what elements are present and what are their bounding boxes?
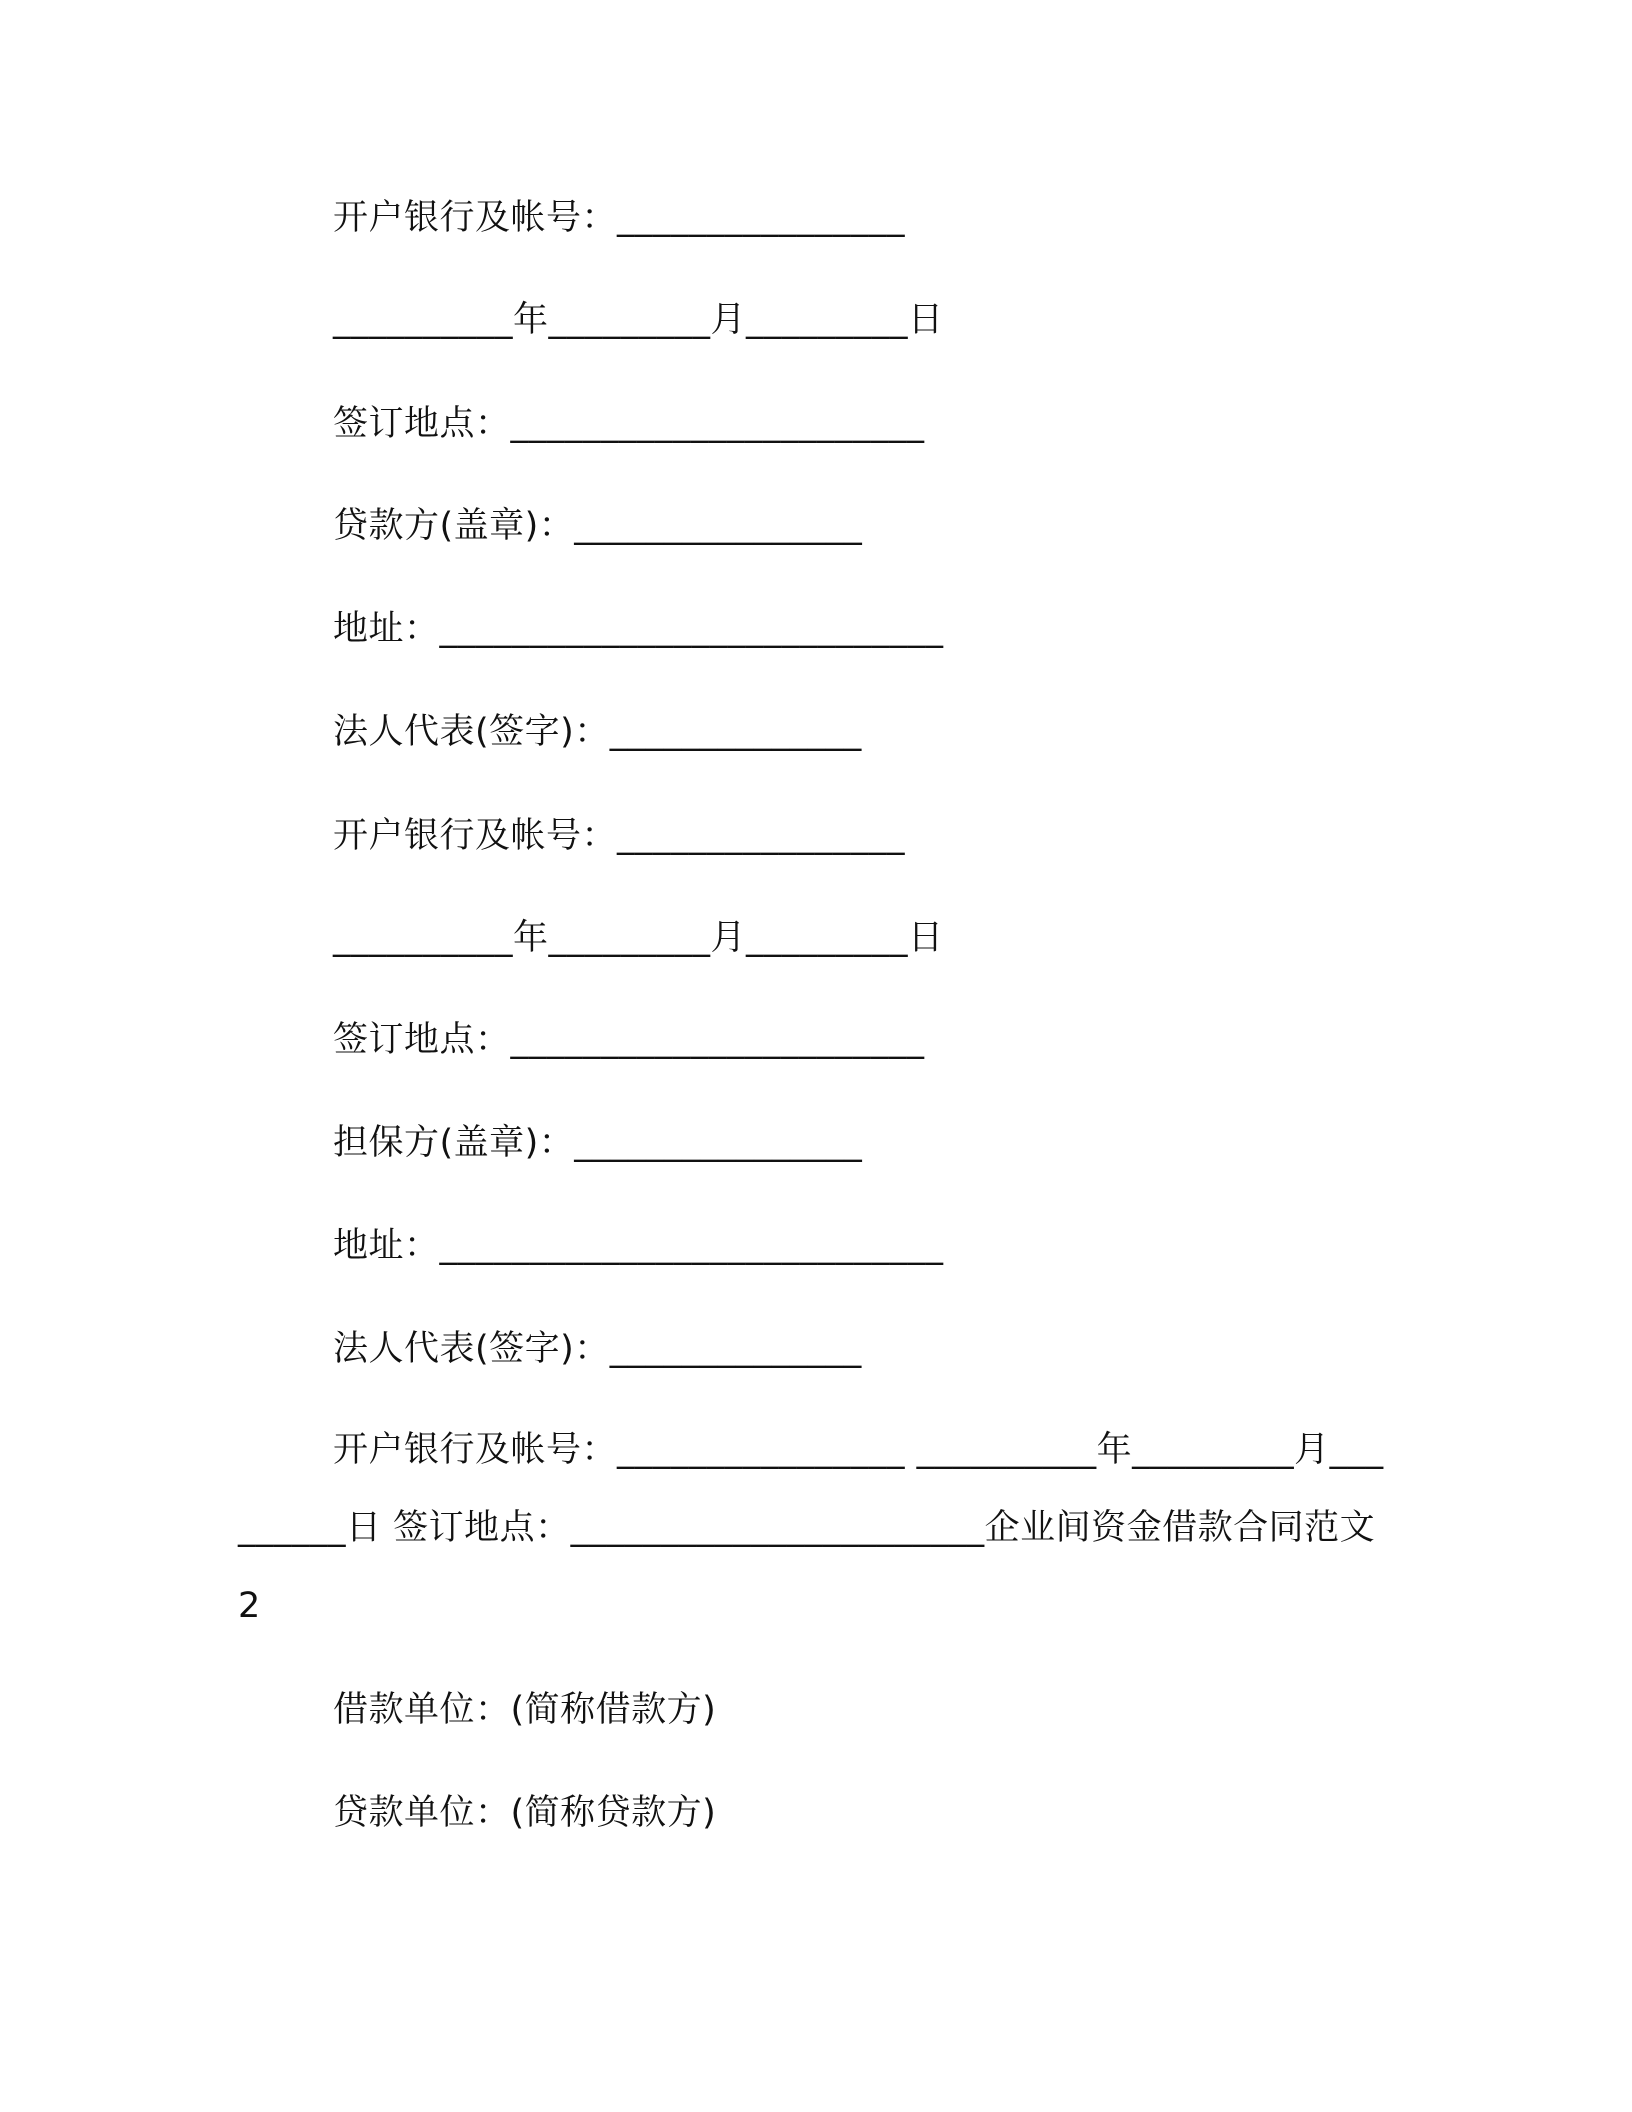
legal-rep-line-2: 法人代表(签字)：______________ [333,1329,862,1369]
lender-seal-line: 贷款方(盖章)：________________ [333,506,863,546]
date-line-2: __________年_________月_________日 [333,918,944,958]
bank-account-line-2: 开户银行及帐号：________________ [333,816,906,856]
bank-account-line-1: 开户银行及帐号：________________ [333,198,906,238]
date-line-1: __________年_________月_________日 [333,300,944,340]
signing-place-line-2: 签订地点：_______________________ [333,1020,925,1060]
address-line-2: 地址：____________________________ [333,1226,944,1266]
address-line-1: 地址：____________________________ [333,609,944,649]
guarantor-seal-line: 担保方(盖章)：________________ [333,1123,863,1163]
signing-place-line-1: 签订地点：_______________________ [333,404,925,444]
legal-rep-line-1: 法人代表(签字)：______________ [333,712,862,752]
bank-date-place-and-title-paragraph: 开户银行及帐号：________________ __________年_________月_________日 签订地点：_______________________企业间资金借款合同范文 2 [238,1430,1387,1626]
borrower-unit-line: 借款单位：(简称借款方) [333,1690,717,1730]
lender-unit-line: 贷款单位：(简称贷款方) [333,1793,717,1833]
